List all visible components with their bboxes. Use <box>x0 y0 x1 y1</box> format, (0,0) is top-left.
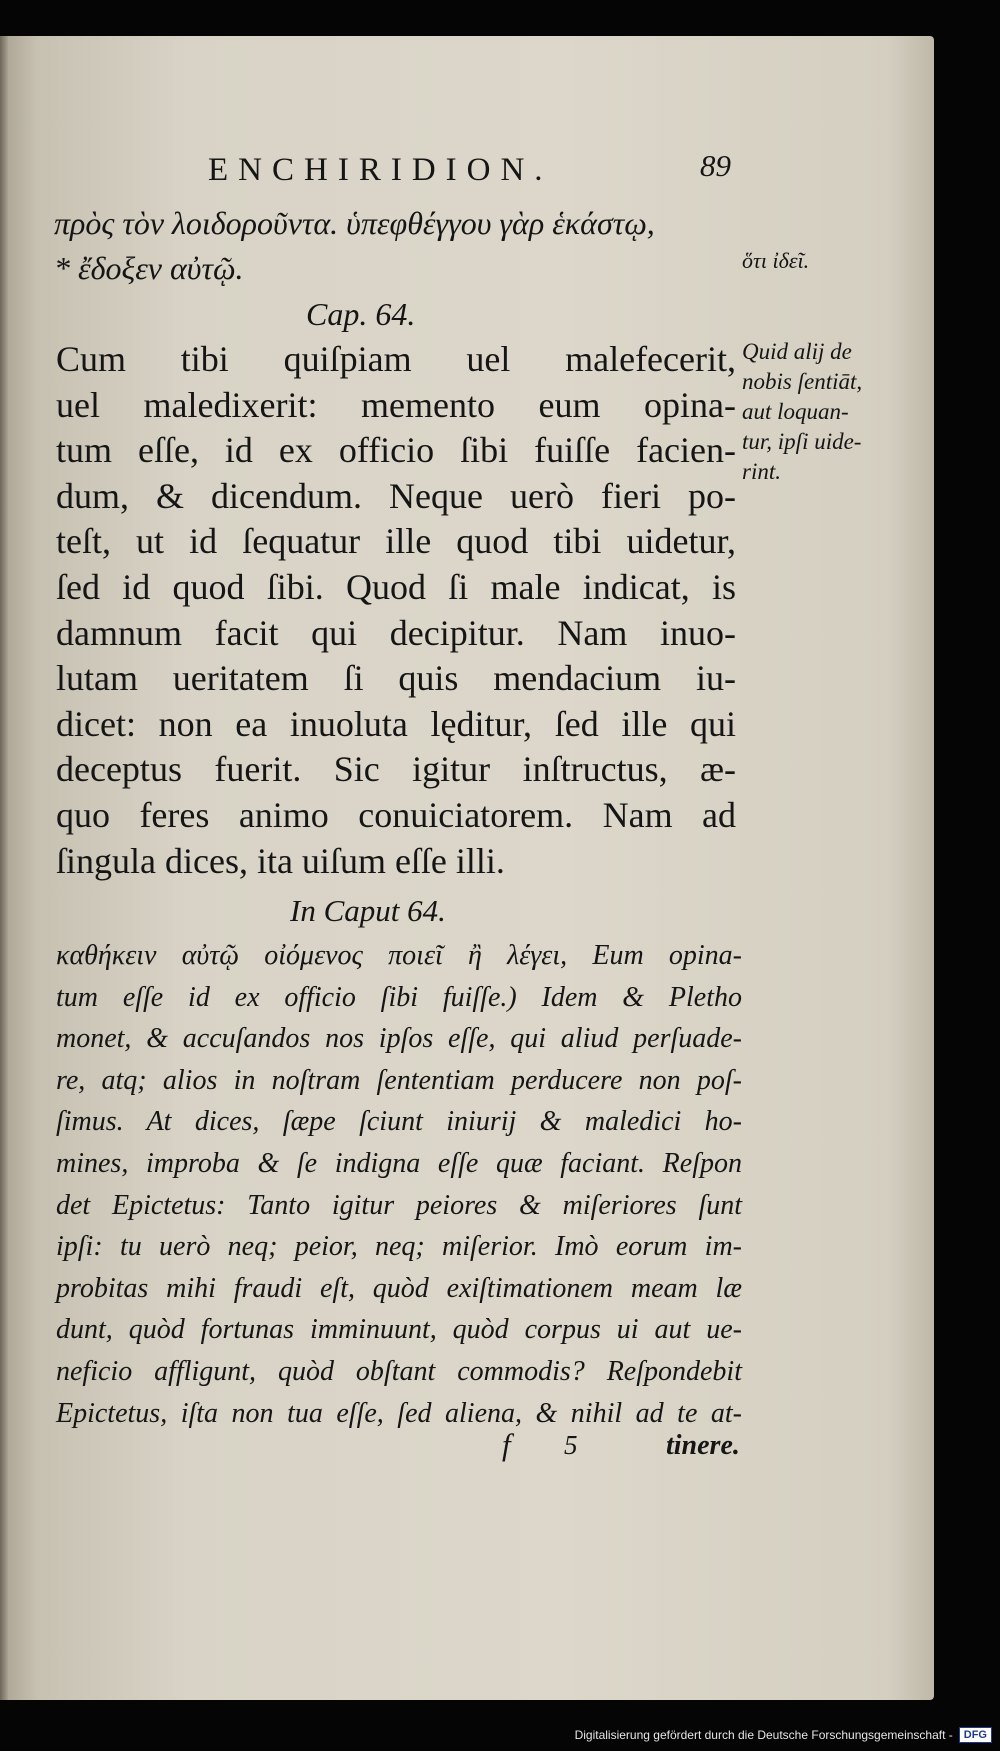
commentary-line: det Epictetus: Tanto igitur peiores & miſeriores ſunt <box>56 1189 742 1221</box>
greek-line-1: πρὸς τὸν λοιδοροῦντα. ὑπεφθέγγου γὰρ ἑκάστῳ, <box>54 205 655 241</box>
chapter-heading: Cap. 64. <box>306 296 416 332</box>
signature-number: 5 <box>564 1430 578 1460</box>
greek-line-2: * ἔδοξεν αὐτῷ. <box>54 250 244 286</box>
main-text-line: dicet: non ea inuoluta lęditur, ſed ille qui <box>56 703 736 744</box>
main-text-block <box>56 337 736 884</box>
main-text-line: dum, & dicendum. Neque uerò fieri po- <box>56 475 736 516</box>
main-text-line: Cum tibi quiſpiam uel malefecerit, <box>56 339 736 379</box>
commentary-line: ipſi: tu uerò neq; peior, neq; miſerior. Imò eorum im- <box>56 1231 742 1263</box>
page-number: 89 <box>700 148 731 183</box>
dfg-logo: DFG <box>959 1727 992 1743</box>
main-text-line: tum eſſe, id ex officio ſibi fuiſſe facien- <box>56 430 736 471</box>
main-text-line: ſingula dices, ita uiſum eſſe illi. <box>56 840 505 881</box>
margin-note <box>742 337 912 487</box>
margin-note-line: tur, ipſi uide- <box>742 429 862 454</box>
commentary-line: monet, & accuſandos nos ipſos eſſe, qui aliud perſuade- <box>56 1023 742 1055</box>
main-text-line: deceptus fuerit. Sic igitur inſtructus, æ- <box>56 749 736 790</box>
main-text-line: teſt, ut id ſequatur ille quod tibi uidetur, <box>56 521 736 562</box>
margin-greek-note: ὅτι ἰδεῖ. <box>742 248 810 273</box>
margin-note-line: aut loquan- <box>742 399 849 424</box>
footer-credit: Digitalisierung gefördert durch die Deutsche Forschungsgemeinschaft - <box>574 1728 953 1742</box>
commentary-heading: In Caput 64. <box>290 893 446 928</box>
commentary-line: Epictetus, iſta non tua eſſe, ſed aliena, & nihil ad te at- <box>56 1397 742 1429</box>
commentary-line: ſimus. At dices, ſæpe ſciunt iniurij & maledici ho- <box>56 1106 742 1138</box>
margin-note-line: nobis ſentiāt, <box>742 369 863 394</box>
main-text-line: uel maledixerit: memento eum opina- <box>56 384 736 425</box>
main-text-line: quo feres animo conuiciatorem. Nam ad <box>56 794 736 835</box>
commentary-line: tum eſſe id ex officio ſibi fuiſſe.) Idem & Pletho <box>56 981 742 1013</box>
commentary-line: re, atq; alios in noſtram ſententiam perducere non poſ- <box>56 1064 742 1096</box>
signature-mark: f <box>502 1427 511 1462</box>
digitization-footer <box>575 1725 992 1745</box>
main-text-line: lutam ueritatem ſi quis mendacium iu- <box>56 658 736 699</box>
commentary-block <box>56 935 742 1434</box>
commentary-line: καθήκειν αὐτῷ οἰόμενος ποιεῖ ἢ λέγει, Eum opina- <box>56 940 742 971</box>
commentary-line: probitas mihi fraudi eſt, quòd exiſtimationem meam læ <box>56 1272 742 1304</box>
main-text-line: ſed id quod ſibi. Quod ſi male indicat, is <box>56 566 736 607</box>
page-gutter-shadow <box>0 36 8 1700</box>
commentary-line: dunt, quòd fortunas imminuunt, quòd corpus ui aut ue- <box>56 1314 742 1346</box>
margin-note-line: Quid alij de <box>742 339 852 364</box>
commentary-line: mines, improba & ſe indigna eſſe quæ faciant. Reſpon <box>56 1147 742 1179</box>
catchword: tinere. <box>666 1430 740 1461</box>
main-text-line: damnum facit qui decipitur. Nam inuo- <box>56 612 736 653</box>
running-head: ENCHIRIDION. <box>208 152 553 188</box>
commentary-line: neficio affligunt, quòd obſtant commodis? Reſpondebit <box>56 1355 742 1387</box>
margin-note-line: rint. <box>742 459 781 484</box>
